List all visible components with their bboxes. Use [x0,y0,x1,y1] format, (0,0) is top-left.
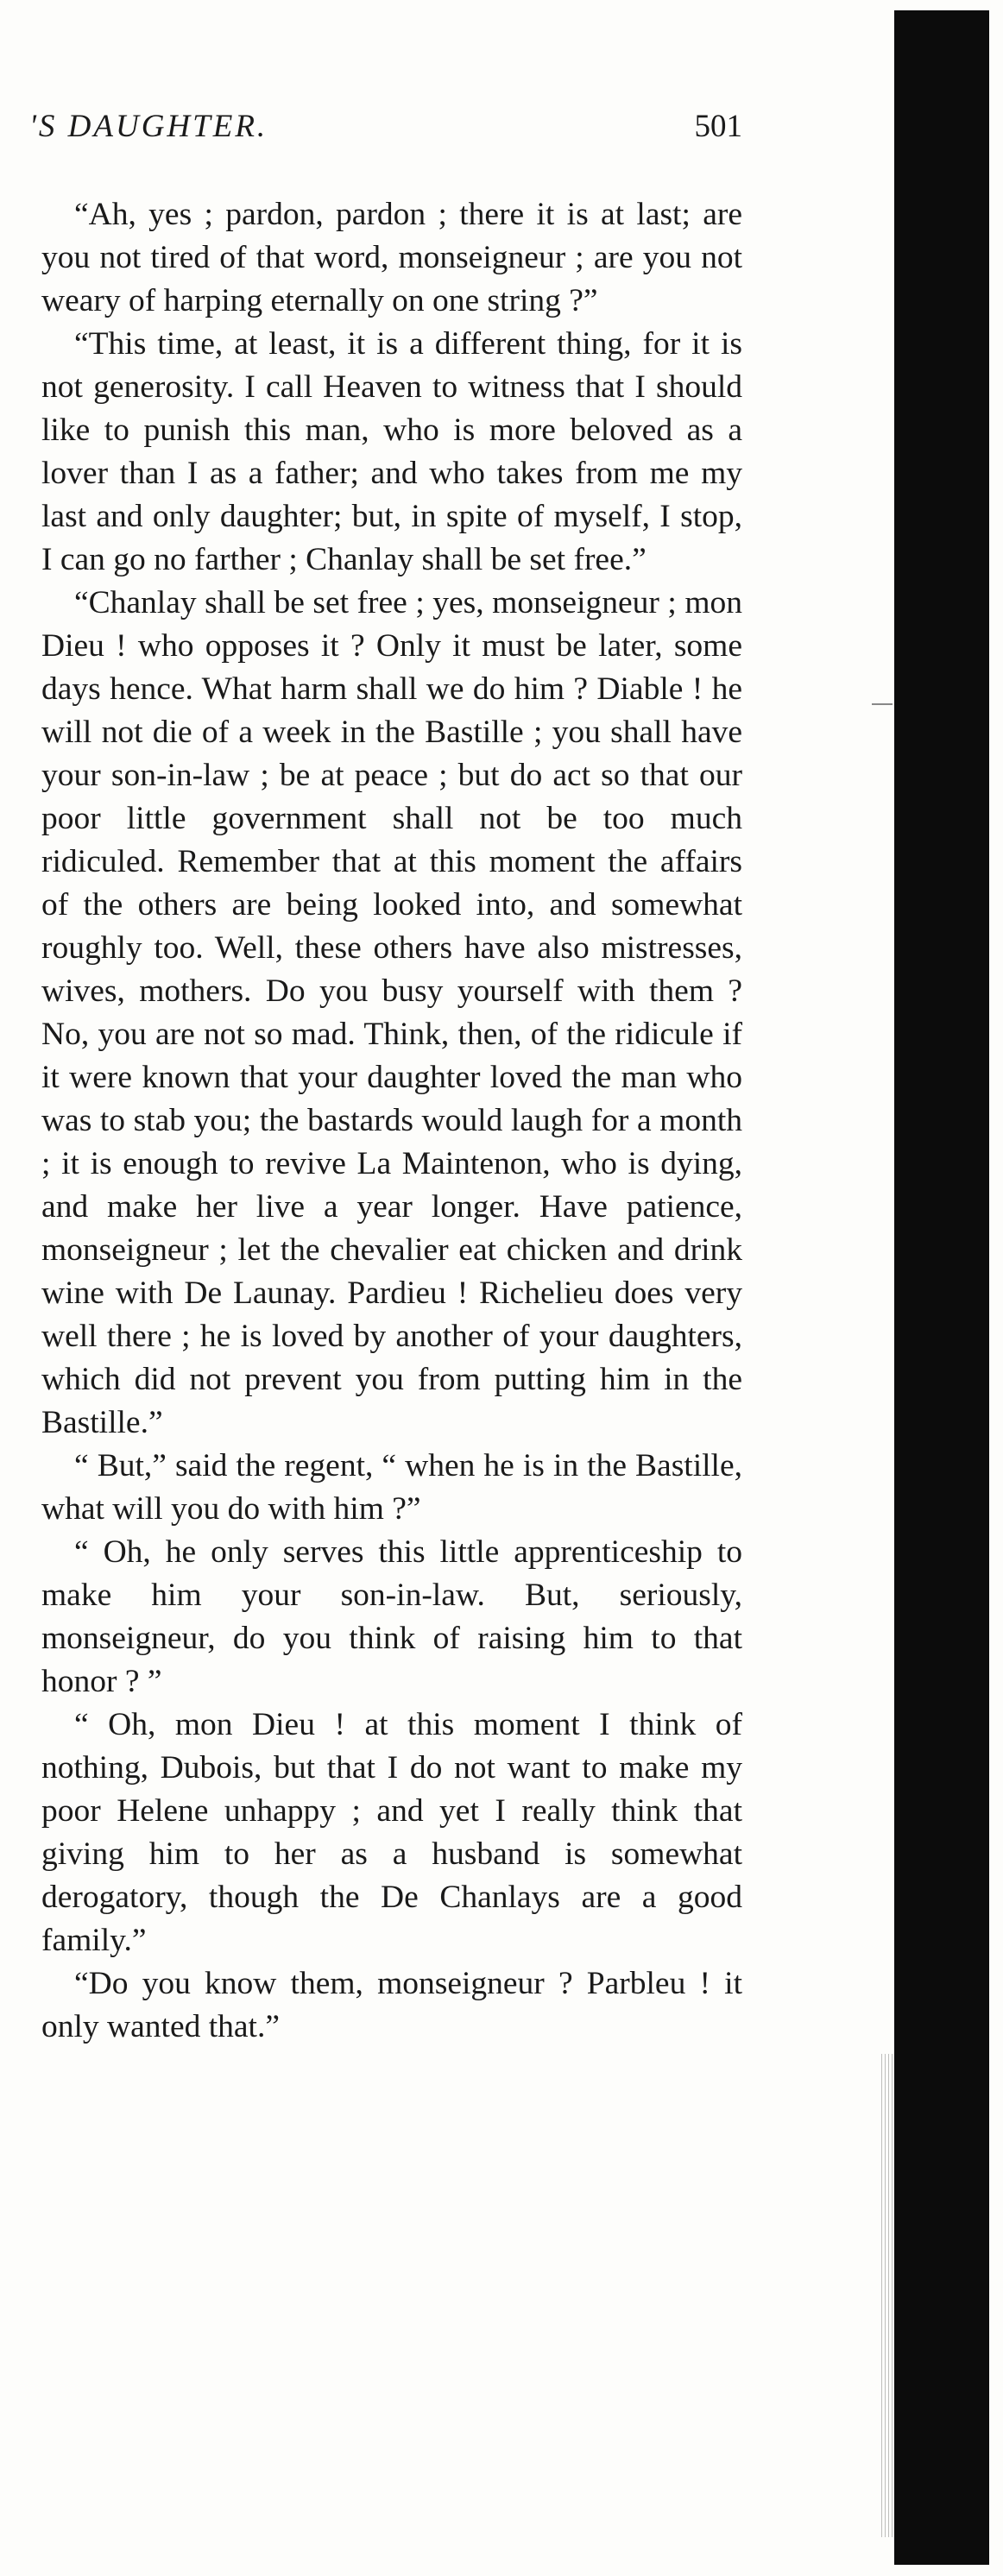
paragraph: “Do you know them, monseigneur ? Parbleu ! it only wanted that.” [41,1966,742,2044]
running-title: 'S DAUGHTER. [29,109,268,144]
gutter-mark [872,703,893,705]
paragraph: “Ah, yes ; pardon, pardon ; there it is at last; are you not tired of that word, monseigneur ; are you not weary of harping eternally on one string ?” [41,197,742,318]
running-head [29,105,742,148]
page-number: 501 [694,109,742,144]
body-text [41,193,742,2049]
paragraph: “ But,” said the regent, “ when he is in the Bastille, what will you do with him ?” [41,1448,742,1527]
paragraph: “Chanlay shall be set free ; yes, monseigneur ; mon Dieu ! who opposes it ? Only it must be later, some days hence. What harm shall we do him ? Diable ! he will not die of a week in the Bastille ; you shall have your son-in-law ; be at peace ; but do act so that our poor little government shall not be too much ridiculed. Remember that at this moment the affairs of the others are being looked into, and somewhat roughly too. Well, these others have also mistresses, wives, mothers. Do you busy yourself with them ? No, you are not so mad. Think, then, of the ridicule if it were known that your daughter loved the man who was to stab you; the bastards would laugh for a month ; it is enough to revive La Maintenon, who is dying, and make her live a year longer. Have patience, monseigneur ; let the chevalier eat chicken and drink wine with De Launay. Pardieu ! Richelieu does very well there ; he is loved by another of your daughters, which did not prevent you from putting him in the Bastille.” [41,585,742,1440]
scan-edge-shadow [894,10,989,2565]
paragraph: “This time, at least, it is a different thing, for it is not generosity. I call Heaven to witness that I should like to punish this man, who is more beloved as a lover than I as a father; and who takes from me my last and only daughter; but, in spite of myself, I stop, I can go no farther ; Chanlay shall be set free.” [41,326,742,577]
paragraph: “ Oh, mon Dieu ! at this moment I think of nothing, Dubois, but that I do not want to make my poor Helene unhappy ; and yet I really think that giving him to her as a husband is somewhat derogatory, though the De Chanlays are a good family.” [41,1707,742,1958]
binding-shadow [879,2054,894,2537]
paragraph: “ Oh, he only serves this little apprenticeship to make him your son-in-law. But, seriously, monseigneur, do you think of raising him to that honor ? ” [41,1534,742,1699]
